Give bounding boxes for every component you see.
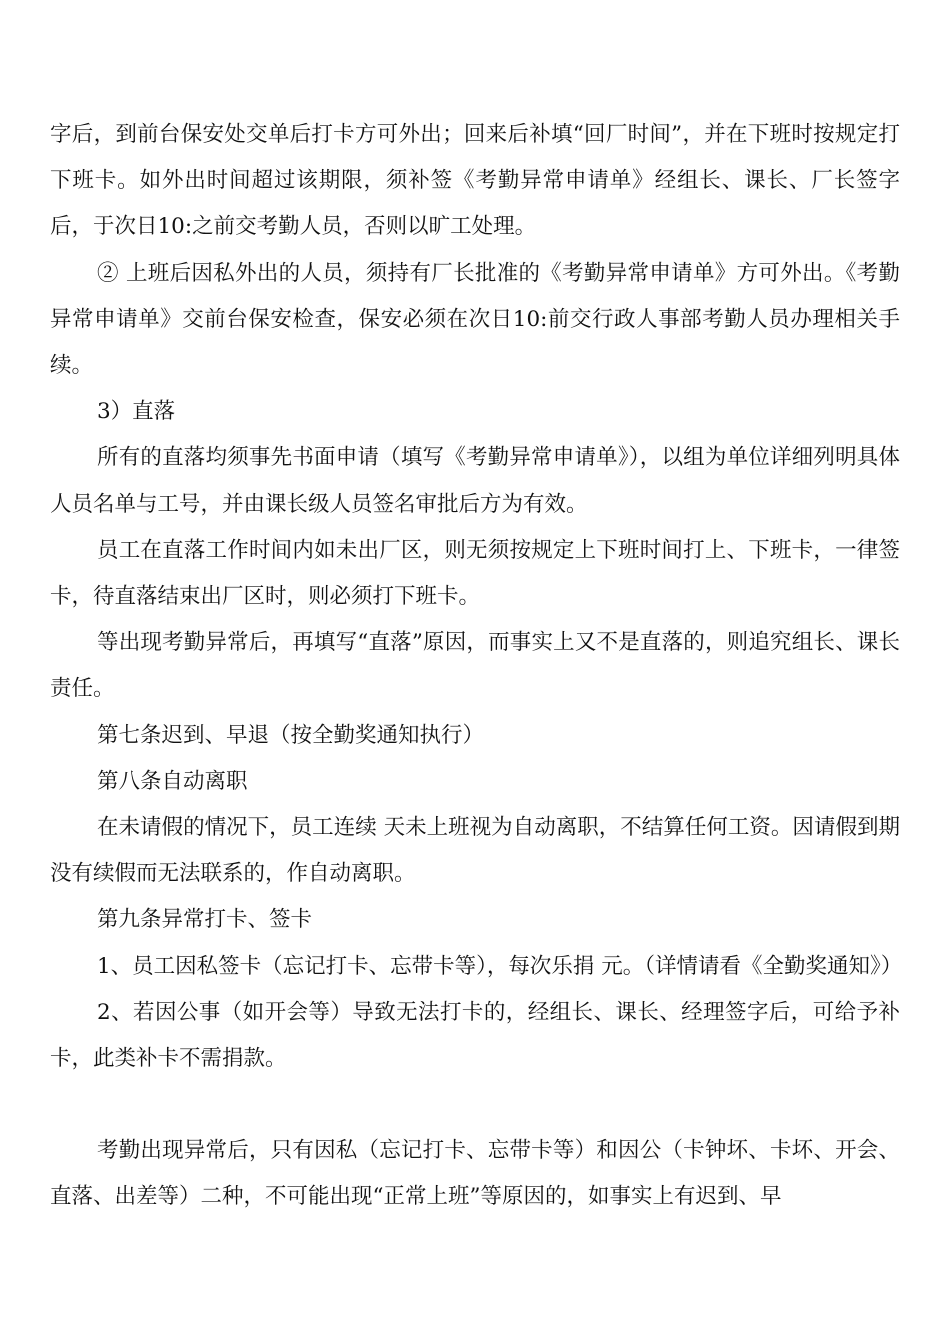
paragraph-9: 在未请假的情况下，员工连续 天未上班视为自动离职，不结算任何工资。因请假到期没有续假而无法联系的，作自动离职。 bbox=[50, 815, 900, 887]
blank-line bbox=[50, 1082, 900, 1128]
document-page bbox=[50, 112, 903, 1221]
paragraph-8: 第八条自动离职 bbox=[97, 768, 248, 794]
paragraph-12: 2、若因公事（如开会等）导致无法打卡的，经组长、课长、经理签字后，可给予补卡，此类补卡不需捐款。 bbox=[50, 999, 900, 1072]
paragraph-11: 1、员工因私签卡（忘记打卡、忘带卡等），每次乐捐 元。（详情请看《全勤奖通知》） bbox=[97, 953, 903, 979]
paragraph-5: 员工在直落工作时间内如未出厂区，则无须按规定上下班时间打上、下班卡，一律签卡，待直落结束出厂区时，则必须打下班卡。 bbox=[50, 537, 900, 610]
paragraph-3: 3）直落 bbox=[97, 399, 176, 425]
paragraph-2: ② 上班后因私外出的人员，须持有厂长批准的《考勤异常申请单》方可外出。《考勤异常申请单》交前台保安检查，保安必须在次日10:前交行政人事部考勤人员办理相关手续。 bbox=[50, 260, 900, 379]
paragraph-4: 所有的直落均须事先书面申请（填写《考勤异常申请单》），以组为单位详细列明具体人员名单与工号，并由课长级人员签名审批后方为有效。 bbox=[50, 445, 900, 517]
paragraph-1: 字后，到前台保安处交单后打卡方可外出；回来后补填“回厂时间”，并在下班时按规定打下班卡。如外出时间超过该期限，须补签《考勤异常申请单》经组长、课长、厂长签字后，于次日10:之前交考勤人员，否则以旷工处理。 bbox=[50, 122, 900, 240]
paragraph-6: 等出现考勤异常后，再填写“直落”原因，而事实上又不是直落的，则追究组长、课长责任。 bbox=[50, 630, 900, 702]
paragraph-10: 第九条异常打卡、签卡 bbox=[97, 907, 313, 933]
paragraph-7: 第七条迟到、早退（按全勤奖通知执行） bbox=[97, 722, 485, 748]
paragraph-14: 考勤出现异常后，只有因私（忘记打卡、忘带卡等）和因公（卡钟坏、卡坏、开会、直落、出差等）二种，不可能出现“正常上班”等原因的，如事实上有迟到、早 bbox=[50, 1138, 900, 1210]
